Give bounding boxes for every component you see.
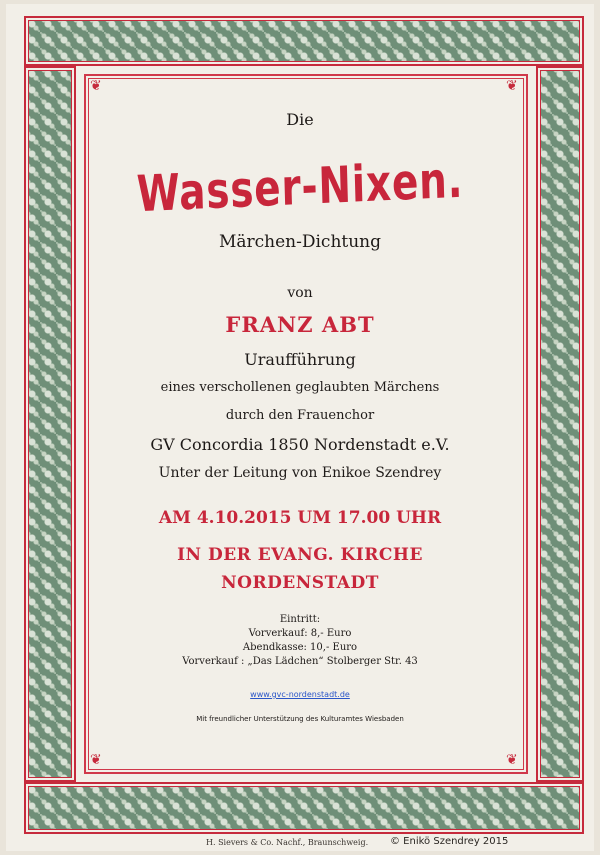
- ornamental-border-bottom: [24, 782, 584, 834]
- poster-title: Wasser-Nixen.: [136, 150, 464, 224]
- corner-flourish-icon: ❦: [90, 78, 102, 94]
- entry-line: Vorverkauf: 8,- Euro: [248, 628, 352, 639]
- info-line: Unter der Leitung von Enikoe Szendrey: [158, 465, 442, 481]
- ornamental-border-top: [24, 16, 584, 66]
- ornamental-border-left: [24, 66, 76, 782]
- pre-title: Die: [286, 110, 314, 129]
- entry-line: Abendkasse: 10,- Euro: [242, 642, 358, 653]
- info-line: Uraufführung: [244, 350, 356, 369]
- venue-line-2: NORDENSTADT: [221, 573, 379, 593]
- corner-flourish-icon: ❦: [506, 78, 518, 94]
- entry-heading: Eintritt:: [279, 614, 321, 625]
- poster-sheet: [6, 4, 594, 851]
- copyright-note: © Enikö Szendrey 2015: [390, 836, 509, 847]
- composer-name: FRANZ ABT: [225, 312, 375, 337]
- ornamental-border-right: [536, 66, 584, 782]
- info-line: eines verschollenen geglaubten Märchens: [160, 380, 440, 395]
- corner-flourish-icon: ❦: [506, 752, 518, 768]
- venue-line-1: IN DER EVANG. KIRCHE: [177, 545, 423, 565]
- corner-flourish-icon: ❦: [90, 752, 102, 768]
- info-line: GV Concordia 1850 Nordenstadt e.V.: [150, 435, 450, 454]
- printer-imprint: H. Sievers & Co. Nachf., Braunschweig.: [206, 838, 369, 847]
- subtitle: Märchen-Dichtung: [218, 232, 382, 252]
- website-link[interactable]: www.gvc-nordenstadt.de: [250, 690, 350, 699]
- by-label: von: [287, 285, 313, 301]
- entry-line: Vorverkauf : „Das Lädchen“ Stolberger Str. 43: [182, 656, 418, 667]
- info-line: durch den Frauenchor: [225, 408, 375, 423]
- sponsor-note: Mit freundlicher Unterstützung des Kulturamtes Wiesbaden: [196, 715, 404, 723]
- event-date: AM 4.10.2015 UM 17.00 UHR: [158, 508, 442, 528]
